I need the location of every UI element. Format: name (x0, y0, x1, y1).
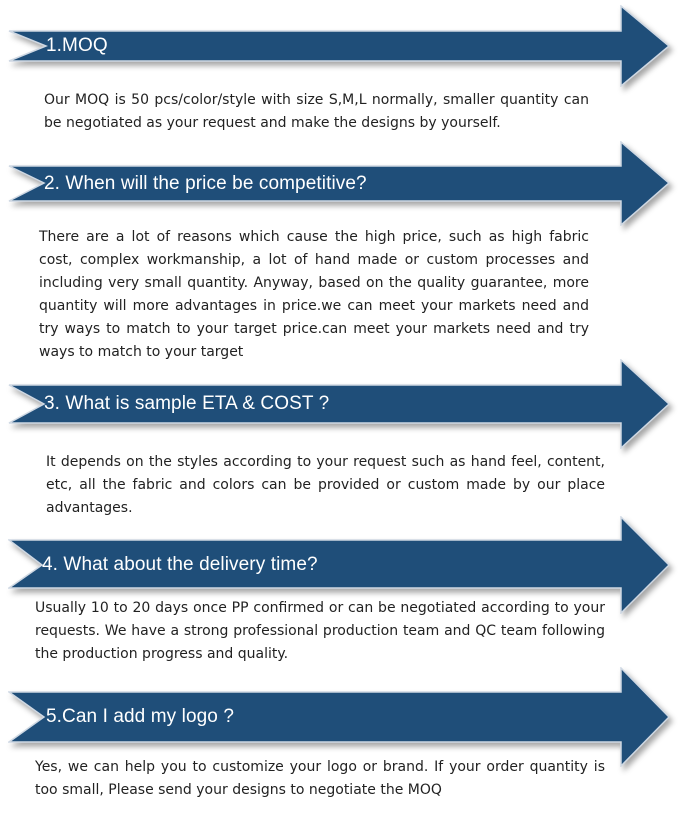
faq-answer-5: Yes, we can help you to customize your logo or brand. If your order quantity is too small, Please send your designs to negotiate the MOQ (35, 759, 605, 798)
faq-banner-3 (8, 359, 670, 449)
faq-question-2: 2. When will the price be competitive? (44, 172, 367, 194)
faq-answer-4: Usually 10 to 20 days once PP confirmed or can be negotiated according to your requests. We have a strong professional production team and QC team following the production progress and quality. (35, 600, 605, 662)
faq-answer-1: Our MOQ is 50 pcs/color/style with size S,M,L normally, smaller quantity can be negotiated as your request and make the designs by yourself. (44, 92, 589, 131)
faq-question-1: 1.MOQ (46, 35, 108, 56)
faq-answer-2: There are a lot of reasons which cause the high price, such as high fabric cost, complex workmanship, a lot of hand made or custom processes and including very small quantity. Anyway, based on the quality guarantee, more quantity will more advantages in price.we can meet your markets need and try ways to match to your target price.can meet your markets need and try ways to match to your target (39, 229, 589, 360)
faq-question-5: 5.Can I add my logo ? (46, 706, 234, 727)
faq-question-3: 3. What is sample ETA & COST ? (44, 393, 330, 414)
faq-question-4: 4. What about the delivery time? (42, 554, 318, 575)
faq-banner-2 (8, 141, 670, 226)
faq-banner-1 (8, 5, 670, 87)
faq-answer-3: It depends on the styles according to your request such as hand feel, content, etc, all the fabric and colors can be provided or custom made by our place advantages. (46, 454, 605, 516)
faq-banner-5 (8, 667, 670, 767)
